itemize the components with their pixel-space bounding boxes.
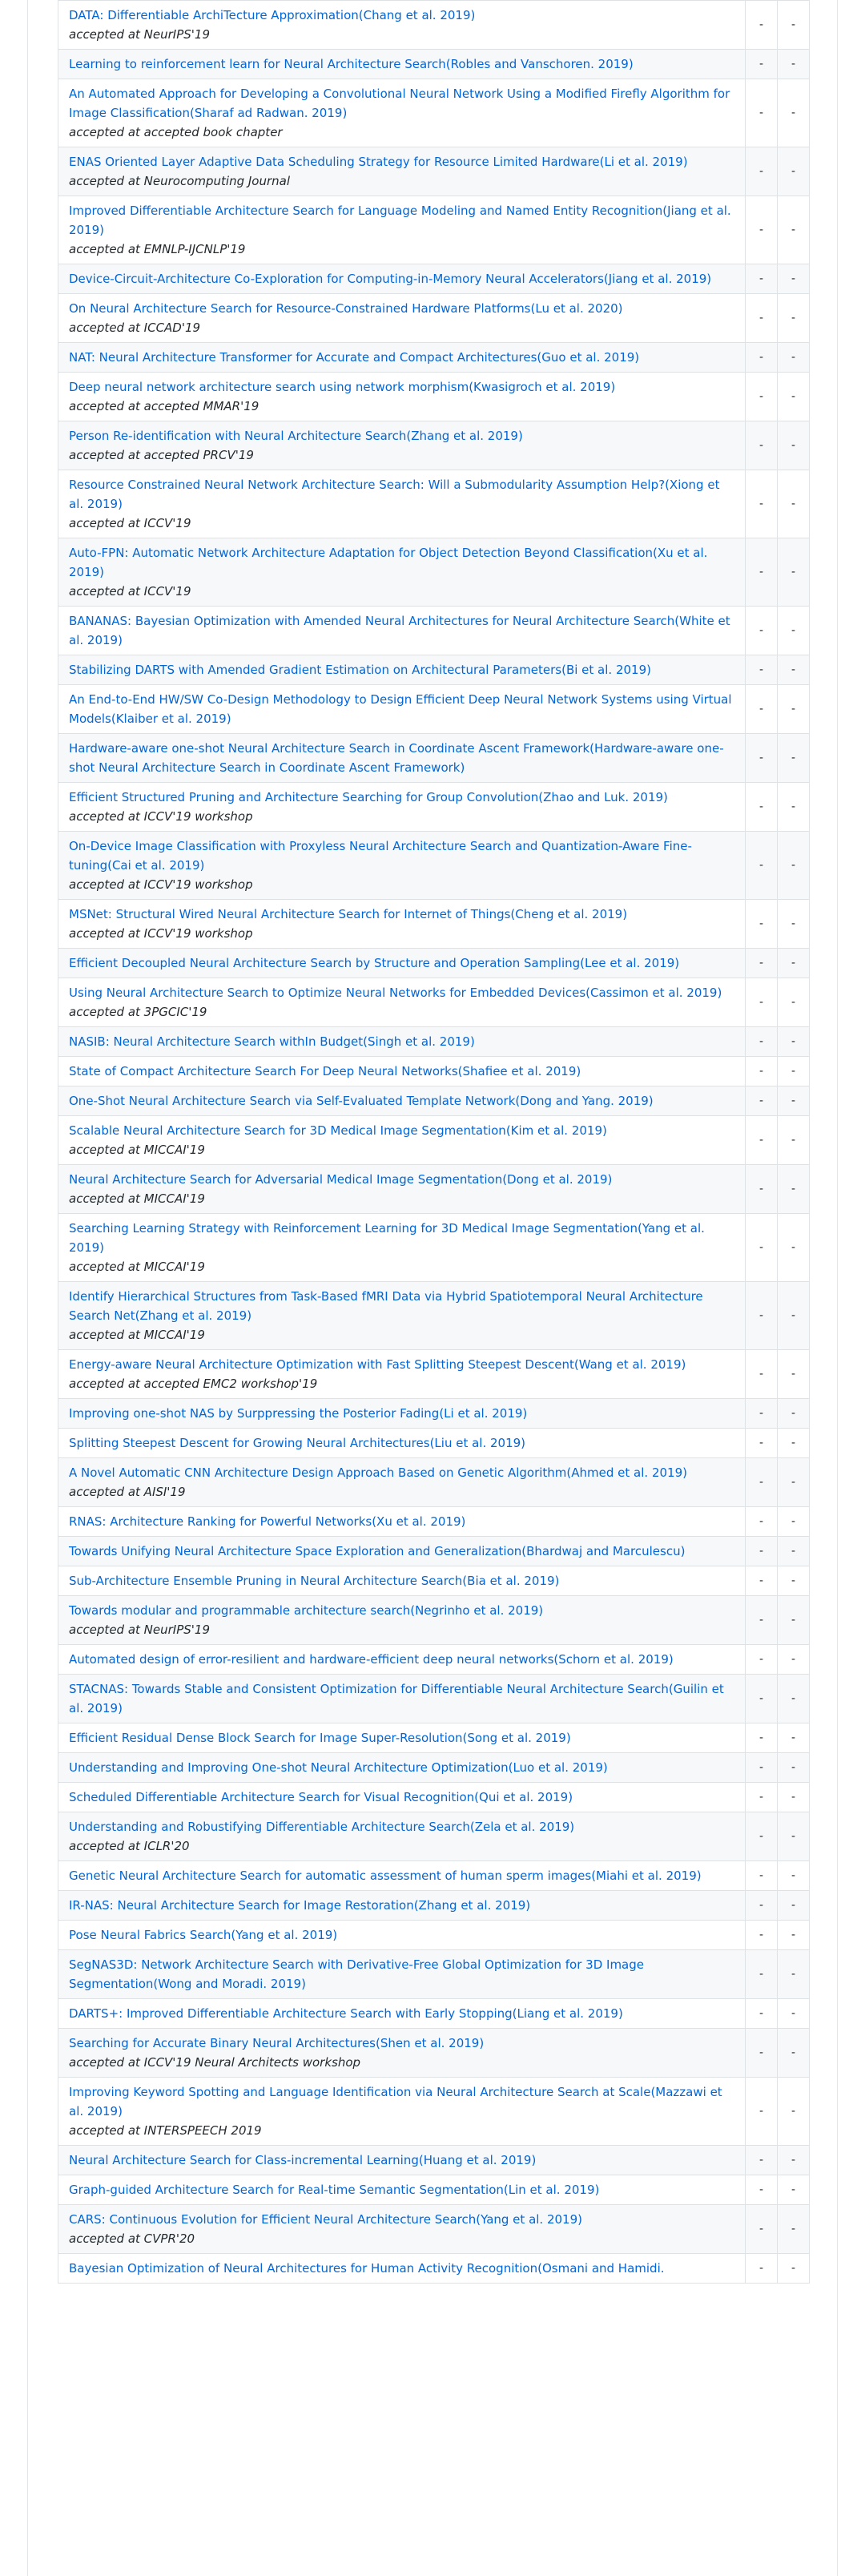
paper-venue: accepted at NeurIPS'19 xyxy=(69,1623,211,1637)
code-cell: - xyxy=(746,421,778,470)
table-row xyxy=(58,1282,810,1350)
code-cell: - xyxy=(746,1921,778,1950)
paper-cell xyxy=(58,1596,746,1645)
code-cell: - xyxy=(746,1723,778,1753)
table-row xyxy=(58,1999,810,2029)
paper-title-link[interactable]: On Neural Architecture Search for Resource-Constrained Hardware Platforms(Lu et al. 2020) xyxy=(69,301,623,316)
paper-venue: accepted at MICCAI'19 xyxy=(69,1143,205,1157)
extra-cell: - xyxy=(778,1214,810,1282)
paper-title-link[interactable]: Understanding and Improving One-shot Neural Architecture Optimization(Luo et al. 2019) xyxy=(69,1760,608,1775)
paper-title-link[interactable]: Using Neural Architecture Search to Optimize Neural Networks for Embedded Devices(Cassimon et al. 2019) xyxy=(69,986,722,1000)
paper-cell xyxy=(58,1057,746,1086)
paper-table xyxy=(58,0,810,2284)
code-cell: - xyxy=(746,264,778,294)
extra-cell: - xyxy=(778,1645,810,1675)
paper-title-link[interactable]: ENAS Oriented Layer Adaptive Data Scheduling Strategy for Resource Limited Hardware(Li et al. 2019) xyxy=(69,155,688,169)
paper-title-link[interactable]: RNAS: Architecture Ranking for Powerful Networks(Xu et al. 2019) xyxy=(69,1514,466,1529)
paper-title-link[interactable]: Energy-aware Neural Architecture Optimization with Fast Splitting Steepest Descent(Wang et al. 2019) xyxy=(69,1357,686,1372)
paper-title-link[interactable]: NASIB: Neural Architecture Search withIn Budget(Singh et al. 2019) xyxy=(69,1034,475,1049)
paper-title-link[interactable]: IR-NAS: Neural Architecture Search for Image Restoration(Zhang et al. 2019) xyxy=(69,1898,531,1913)
table-row xyxy=(58,1723,810,1753)
paper-title-link[interactable]: Neural Architecture Search for Class-incremental Learning(Huang et al. 2019) xyxy=(69,2153,537,2167)
paper-venue: accepted at MICCAI'19 xyxy=(69,1260,205,1274)
extra-cell: - xyxy=(778,1507,810,1537)
code-cell: - xyxy=(746,783,778,832)
paper-venue: accepted at AISI'19 xyxy=(69,1485,186,1499)
code-cell: - xyxy=(746,1950,778,1999)
code-cell: - xyxy=(746,1537,778,1566)
table-row xyxy=(58,1861,810,1891)
table-row xyxy=(58,832,810,900)
paper-title-link[interactable]: State of Compact Architecture Search For Deep Neural Networks(Shafiee et al. 2019) xyxy=(69,1064,581,1078)
paper-title-link[interactable]: Device-Circuit-Architecture Co-Exploration for Computing-in-Memory Neural Accelerators(Jiang et al. 2019) xyxy=(69,272,712,286)
extra-cell: - xyxy=(778,196,810,264)
paper-cell xyxy=(58,1783,746,1812)
paper-title-link[interactable]: Auto-FPN: Automatic Network Architecture Adaptation for Object Detection Beyond Classification(Xu et al. 2019) xyxy=(69,546,708,579)
code-cell: - xyxy=(746,1645,778,1675)
paper-cell xyxy=(58,50,746,79)
paper-title-link[interactable]: Searching for Accurate Binary Neural Architectures(Shen et al. 2019) xyxy=(69,2036,485,2050)
paper-cell xyxy=(58,1507,746,1537)
paper-cell xyxy=(58,1723,746,1753)
table-row xyxy=(58,1753,810,1783)
paper-cell xyxy=(58,949,746,978)
table-row xyxy=(58,685,810,734)
code-cell: - xyxy=(746,1891,778,1921)
paper-title-link[interactable]: Efficient Decoupled Neural Architecture Search by Structure and Operation Sampling(Lee et al. 2019) xyxy=(69,956,680,970)
extra-cell: - xyxy=(778,1999,810,2029)
paper-venue: accepted at ICCV'19 workshop xyxy=(69,877,253,892)
paper-venue: accepted at ICLR'20 xyxy=(69,1839,190,1853)
paper-cell xyxy=(58,2175,746,2205)
paper-title-link[interactable]: Splitting Steepest Descent for Growing Neural Architectures(Liu et al. 2019) xyxy=(69,1436,526,1450)
table-row xyxy=(58,2029,810,2078)
paper-cell xyxy=(58,655,746,685)
table-row xyxy=(58,2254,810,2284)
paper-cell xyxy=(58,1999,746,2029)
paper-venue: accepted at ICCV'19 workshop xyxy=(69,926,253,941)
code-cell: - xyxy=(746,1861,778,1891)
extra-cell: - xyxy=(778,2205,810,2254)
paper-cell xyxy=(58,783,746,832)
paper-cell xyxy=(58,1645,746,1675)
paper-cell xyxy=(58,294,746,343)
code-cell: - xyxy=(746,196,778,264)
paper-venue: accepted at ICCV'19 xyxy=(69,584,191,599)
extra-cell: - xyxy=(778,470,810,538)
extra-cell: - xyxy=(778,607,810,655)
paper-cell xyxy=(58,264,746,294)
table-row xyxy=(58,1812,810,1861)
paper-cell xyxy=(58,343,746,373)
table-row xyxy=(58,538,810,607)
paper-venue: accepted at MICCAI'19 xyxy=(69,1191,205,1206)
extra-cell: - xyxy=(778,1596,810,1645)
extra-cell: - xyxy=(778,832,810,900)
extra-cell: - xyxy=(778,1350,810,1399)
paper-venue: accepted at accepted MMAR'19 xyxy=(69,399,260,413)
table-row xyxy=(58,294,810,343)
paper-venue: accepted at ICCAD'19 xyxy=(69,320,201,335)
paper-venue: accepted at accepted EMC2 workshop'19 xyxy=(69,1377,318,1391)
paper-title-link[interactable]: Genetic Neural Architecture Search for automatic assessment of human sperm images(Miahi et al. 2019) xyxy=(69,1869,702,1883)
paper-cell xyxy=(58,470,746,538)
paper-title-link[interactable]: Pose Neural Fabrics Search(Yang et al. 2019) xyxy=(69,1928,338,1942)
paper-title-link[interactable]: DATA: Differentiable ArchiTecture Approximation(Chang et al. 2019) xyxy=(69,8,476,22)
paper-title-link[interactable]: NAT: Neural Architecture Transformer for Accurate and Compact Architectures(Guo et al. 2019) xyxy=(69,350,640,365)
paper-venue: accepted at ICCV'19 workshop xyxy=(69,809,253,824)
extra-cell: - xyxy=(778,1429,810,1458)
table-row xyxy=(58,1214,810,1282)
paper-title-link[interactable]: SegNAS3D: Network Architecture Search with Derivative-Free Global Optimization for 3D Image Segmentation(Wong and Moradi. 2019) xyxy=(69,1957,645,1991)
table-row xyxy=(58,1891,810,1921)
paper-cell xyxy=(58,2078,746,2146)
extra-cell: - xyxy=(778,1921,810,1950)
table-row xyxy=(58,2146,810,2175)
code-cell: - xyxy=(746,1116,778,1165)
paper-cell xyxy=(58,900,746,949)
code-cell: - xyxy=(746,2254,778,2284)
extra-cell: - xyxy=(778,1783,810,1812)
paper-title-link[interactable]: Searching Learning Strategy with Reinforcement Learning for 3D Medical Image Segmentation(Yang et al. 2019) xyxy=(69,1221,705,1255)
table-row xyxy=(58,900,810,949)
code-cell: - xyxy=(746,1999,778,2029)
paper-cell xyxy=(58,1,746,50)
extra-cell: - xyxy=(778,343,810,373)
table-row xyxy=(58,1645,810,1675)
table-row xyxy=(58,1399,810,1429)
extra-cell: - xyxy=(778,2146,810,2175)
extra-cell: - xyxy=(778,1812,810,1861)
paper-cell xyxy=(58,1921,746,1950)
paper-cell xyxy=(58,2205,746,2254)
table-row xyxy=(58,1086,810,1116)
paper-title-link[interactable]: Person Re-identification with Neural Architecture Search(Zhang et al. 2019) xyxy=(69,429,523,443)
paper-title-link[interactable]: Deep neural network architecture search using network morphism(Kwasigroch et al. 2019) xyxy=(69,380,616,394)
extra-cell: - xyxy=(778,783,810,832)
code-cell: - xyxy=(746,1,778,50)
table-row xyxy=(58,470,810,538)
code-cell: - xyxy=(746,147,778,196)
paper-title-link[interactable]: Stabilizing DARTS with Amended Gradient Estimation on Architectural Parameters(Bi et al. 2019) xyxy=(69,663,651,677)
code-cell: - xyxy=(746,949,778,978)
paper-venue: accepted at CVPR'20 xyxy=(69,2231,195,2246)
paper-title-link[interactable]: An Automated Approach for Developing a Convolutional Neural Network Using a Modified Firefly Algorithm for Image Classification(Sharaf ad Radwan. 2019) xyxy=(69,87,730,120)
extra-cell: - xyxy=(778,655,810,685)
paper-title-link[interactable]: Efficient Residual Dense Block Search for Image Super-Resolution(Song et al. 2019) xyxy=(69,1731,571,1745)
table-row xyxy=(58,1,810,50)
paper-cell xyxy=(58,1537,746,1566)
extra-cell: - xyxy=(778,1861,810,1891)
table-row xyxy=(58,2078,810,2146)
table-row xyxy=(58,949,810,978)
paper-title-link[interactable]: Bayesian Optimization of Neural Architectures for Human Activity Recognition(Osmani and Hamidi. xyxy=(69,2261,665,2276)
extra-cell: - xyxy=(778,900,810,949)
code-cell: - xyxy=(746,1429,778,1458)
paper-title-link[interactable]: Improving one-shot NAS by Surppressing the Posterior Fading(Li et al. 2019) xyxy=(69,1406,528,1421)
table-row xyxy=(58,1165,810,1214)
paper-title-link[interactable]: A Novel Automatic CNN Architecture Design Approach Based on Genetic Algorithm(Ahmed et al. 2019) xyxy=(69,1465,687,1480)
code-cell: - xyxy=(746,50,778,79)
paper-cell xyxy=(58,1458,746,1507)
code-cell: - xyxy=(746,607,778,655)
code-cell: - xyxy=(746,1214,778,1282)
paper-title-link[interactable]: Graph-guided Architecture Search for Real-time Semantic Segmentation(Lin et al. 2019) xyxy=(69,2183,600,2197)
table-row xyxy=(58,79,810,147)
table-row xyxy=(58,1027,810,1057)
paper-cell xyxy=(58,685,746,734)
code-cell: - xyxy=(746,1753,778,1783)
code-cell: - xyxy=(746,1399,778,1429)
extra-cell: - xyxy=(778,50,810,79)
table-row xyxy=(58,1458,810,1507)
table-row xyxy=(58,1675,810,1723)
code-cell: - xyxy=(746,2146,778,2175)
paper-title-link[interactable]: Scheduled Differentiable Architecture Search for Visual Recognition(Qui et al. 2019) xyxy=(69,1790,573,1804)
paper-cell xyxy=(58,2029,746,2078)
code-cell: - xyxy=(746,655,778,685)
extra-cell: - xyxy=(778,1723,810,1753)
code-cell: - xyxy=(746,1086,778,1116)
paper-cell xyxy=(58,1861,746,1891)
paper-title-link[interactable]: DARTS+: Improved Differentiable Architecture Search with Early Stopping(Liang et al. 2019) xyxy=(69,2006,623,2021)
table-row xyxy=(58,1507,810,1537)
paper-title-link[interactable]: Scalable Neural Architecture Search for 3D Medical Image Segmentation(Kim et al. 2019) xyxy=(69,1123,607,1138)
code-cell: - xyxy=(746,79,778,147)
paper-title-link[interactable]: Towards modular and programmable architecture search(Negrinho et al. 2019) xyxy=(69,1603,544,1618)
code-cell: - xyxy=(746,2205,778,2254)
paper-cell xyxy=(58,196,746,264)
paper-title-link[interactable]: Resource Constrained Neural Network Architecture Search: Will a Submodularity Assumption Help?(Xiong et al. 2019) xyxy=(69,478,720,511)
extra-cell: - xyxy=(778,1537,810,1566)
paper-venue: accepted at ICCV'19 Neural Architects workshop xyxy=(69,2055,361,2070)
extra-cell: - xyxy=(778,294,810,343)
paper-title-link[interactable]: Identify Hierarchical Structures from Task-Based fMRI Data via Hybrid Spatiotemporal Neural Architecture Search Net(Zhang et al. 2019) xyxy=(69,1289,703,1323)
code-cell: - xyxy=(746,470,778,538)
code-cell: - xyxy=(746,538,778,607)
paper-venue: accepted at EMNLP-IJCNLP'19 xyxy=(69,242,246,256)
table-row xyxy=(58,421,810,470)
extra-cell: - xyxy=(778,1057,810,1086)
paper-venue: accepted at INTERSPEECH 2019 xyxy=(69,2123,262,2138)
extra-cell: - xyxy=(778,1399,810,1429)
paper-cell xyxy=(58,1950,746,1999)
paper-table-body xyxy=(58,1,810,2284)
extra-cell: - xyxy=(778,2078,810,2146)
extra-cell: - xyxy=(778,1282,810,1350)
table-row xyxy=(58,734,810,783)
paper-title-link[interactable]: Neural Architecture Search for Adversarial Medical Image Segmentation(Dong et al. 2019) xyxy=(69,1172,613,1187)
code-cell: - xyxy=(746,373,778,421)
table-row xyxy=(58,1950,810,1999)
paper-cell xyxy=(58,832,746,900)
paper-title-link[interactable]: Hardware-aware one-shot Neural Architecture Search in Coordinate Ascent Framework(Hardware-aware one-shot Neural Architecture Search in Coordinate Ascent Framework) xyxy=(69,741,724,775)
extra-cell: - xyxy=(778,1116,810,1165)
table-row xyxy=(58,373,810,421)
paper-cell xyxy=(58,978,746,1027)
table-row xyxy=(58,1116,810,1165)
extra-cell: - xyxy=(778,1675,810,1723)
code-cell: - xyxy=(746,900,778,949)
paper-title-link[interactable]: Towards Unifying Neural Architecture Space Exploration and Generalization(Bhardwaj and Marculescu) xyxy=(69,1544,686,1558)
code-cell: - xyxy=(746,832,778,900)
code-cell: - xyxy=(746,294,778,343)
paper-venue: accepted at 3PGCIC'19 xyxy=(69,1005,207,1019)
table-row xyxy=(58,1429,810,1458)
extra-cell: - xyxy=(778,147,810,196)
paper-title-link[interactable]: STACNAS: Towards Stable and Consistent Optimization for Differentiable Neural Architecture Search(Guilin et al. 2019) xyxy=(69,1682,724,1715)
table-row xyxy=(58,2175,810,2205)
extra-cell: - xyxy=(778,373,810,421)
paper-title-link[interactable]: Learning to reinforcement learn for Neural Architecture Search(Robles and Vanschoren. 2019) xyxy=(69,57,634,71)
paper-cell xyxy=(58,1165,746,1214)
paper-title-link[interactable]: Improved Differentiable Architecture Search for Language Modeling and Named Entity Recognition(Jiang et al. 2019) xyxy=(69,204,731,237)
paper-venue: accepted at Neurocomputing Journal xyxy=(69,174,291,188)
paper-title-link[interactable]: On-Device Image Classification with Proxyless Neural Architecture Search and Quantization-Aware Fine-tuning(Cai et al. 2019) xyxy=(69,839,692,873)
extra-cell: - xyxy=(778,2254,810,2284)
extra-cell: - xyxy=(778,949,810,978)
code-cell: - xyxy=(746,1675,778,1723)
table-row xyxy=(58,2205,810,2254)
paper-cell xyxy=(58,1027,746,1057)
table-row xyxy=(58,147,810,196)
table-row xyxy=(58,1057,810,1086)
table-row xyxy=(58,264,810,294)
paper-title-link[interactable]: CARS: Continuous Evolution for Efficient Neural Architecture Search(Yang et al. 2019) xyxy=(69,2212,582,2227)
paper-cell xyxy=(58,2254,746,2284)
paper-cell xyxy=(58,421,746,470)
paper-cell xyxy=(58,147,746,196)
paper-cell xyxy=(58,1812,746,1861)
table-row xyxy=(58,196,810,264)
paper-title-link[interactable]: An End-to-End HW/SW Co-Design Methodology to Design Efficient Deep Neural Network Systems using Virtual Models(Klaiber et al. 2019) xyxy=(69,692,732,726)
paper-title-link[interactable]: MSNet: Structural Wired Neural Architecture Search for Internet of Things(Cheng et al. 2019) xyxy=(69,907,628,921)
paper-cell xyxy=(58,734,746,783)
code-cell: - xyxy=(746,2078,778,2146)
code-cell: - xyxy=(746,1596,778,1645)
paper-venue: accepted at NeurIPS'19 xyxy=(69,27,211,42)
table-row xyxy=(58,1783,810,1812)
paper-cell xyxy=(58,1282,746,1350)
code-cell: - xyxy=(746,685,778,734)
code-cell: - xyxy=(746,1165,778,1214)
paper-cell xyxy=(58,1086,746,1116)
paper-cell xyxy=(58,373,746,421)
paper-cell xyxy=(58,1429,746,1458)
extra-cell: - xyxy=(778,1566,810,1596)
table-row xyxy=(58,1350,810,1399)
code-cell: - xyxy=(746,1027,778,1057)
extra-cell: - xyxy=(778,264,810,294)
paper-cell xyxy=(58,79,746,147)
code-cell: - xyxy=(746,1783,778,1812)
extra-cell: - xyxy=(778,79,810,147)
paper-title-link[interactable]: Sub-Architecture Ensemble Pruning in Neural Architecture Search(Bia et al. 2019) xyxy=(69,1574,560,1588)
extra-cell: - xyxy=(778,1086,810,1116)
extra-cell: - xyxy=(778,538,810,607)
table-row xyxy=(58,607,810,655)
code-cell: - xyxy=(746,1507,778,1537)
paper-cell xyxy=(58,1566,746,1596)
table-row xyxy=(58,655,810,685)
paper-venue: accepted at MICCAI'19 xyxy=(69,1328,205,1342)
extra-cell: - xyxy=(778,1950,810,1999)
extra-cell: - xyxy=(778,421,810,470)
paper-cell xyxy=(58,1891,746,1921)
paper-title-link[interactable]: Understanding and Robustifying Differentiable Architecture Search(Zela et al. 2019) xyxy=(69,1820,575,1834)
extra-cell: - xyxy=(778,1027,810,1057)
code-cell: - xyxy=(746,1812,778,1861)
extra-cell: - xyxy=(778,1458,810,1507)
paper-cell xyxy=(58,1399,746,1429)
table-row xyxy=(58,1566,810,1596)
paper-title-link[interactable]: Improving Keyword Spotting and Language Identification via Neural Architecture Search at Scale(Mazzawi et al. 2019) xyxy=(69,2085,722,2118)
paper-title-link[interactable]: Efficient Structured Pruning and Architecture Searching for Group Convolution(Zhao and Luk. 2019) xyxy=(69,790,668,804)
table-row xyxy=(58,783,810,832)
table-row xyxy=(58,50,810,79)
table-row xyxy=(58,978,810,1027)
paper-title-link[interactable]: BANANAS: Bayesian Optimization with Amended Neural Architectures for Neural Architecture Search(White et al. 2019) xyxy=(69,614,730,647)
paper-title-link[interactable]: Automated design of error-resilient and hardware-efficient deep neural networks(Schorn et al. 2019) xyxy=(69,1652,674,1667)
table-row xyxy=(58,1921,810,1950)
extra-cell: - xyxy=(778,1891,810,1921)
code-cell: - xyxy=(746,734,778,783)
paper-cell xyxy=(58,538,746,607)
paper-title-link[interactable]: One-Shot Neural Architecture Search via Self-Evaluated Template Network(Dong and Yang. 2019) xyxy=(69,1094,654,1108)
extra-cell: - xyxy=(778,2029,810,2078)
code-cell: - xyxy=(746,2175,778,2205)
paper-cell xyxy=(58,1214,746,1282)
paper-venue: accepted at accepted book chapter xyxy=(69,125,283,139)
extra-cell: - xyxy=(778,978,810,1027)
table-row xyxy=(58,1537,810,1566)
code-cell: - xyxy=(746,1566,778,1596)
extra-cell: - xyxy=(778,1753,810,1783)
table-row xyxy=(58,1596,810,1645)
paper-venue: accepted at accepted PRCV'19 xyxy=(69,448,254,462)
code-cell: - xyxy=(746,343,778,373)
code-cell: - xyxy=(746,978,778,1027)
extra-cell: - xyxy=(778,1,810,50)
extra-cell: - xyxy=(778,2175,810,2205)
extra-cell: - xyxy=(778,1165,810,1214)
paper-cell xyxy=(58,607,746,655)
code-cell: - xyxy=(746,2029,778,2078)
paper-cell xyxy=(58,1675,746,1723)
paper-cell xyxy=(58,1753,746,1783)
code-cell: - xyxy=(746,1282,778,1350)
paper-cell xyxy=(58,1350,746,1399)
extra-cell: - xyxy=(778,734,810,783)
code-cell: - xyxy=(746,1057,778,1086)
code-cell: - xyxy=(746,1350,778,1399)
paper-venue: accepted at ICCV'19 xyxy=(69,516,191,530)
table-row xyxy=(58,343,810,373)
extra-cell: - xyxy=(778,685,810,734)
code-cell: - xyxy=(746,1458,778,1507)
paper-cell xyxy=(58,2146,746,2175)
paper-cell xyxy=(58,1116,746,1165)
